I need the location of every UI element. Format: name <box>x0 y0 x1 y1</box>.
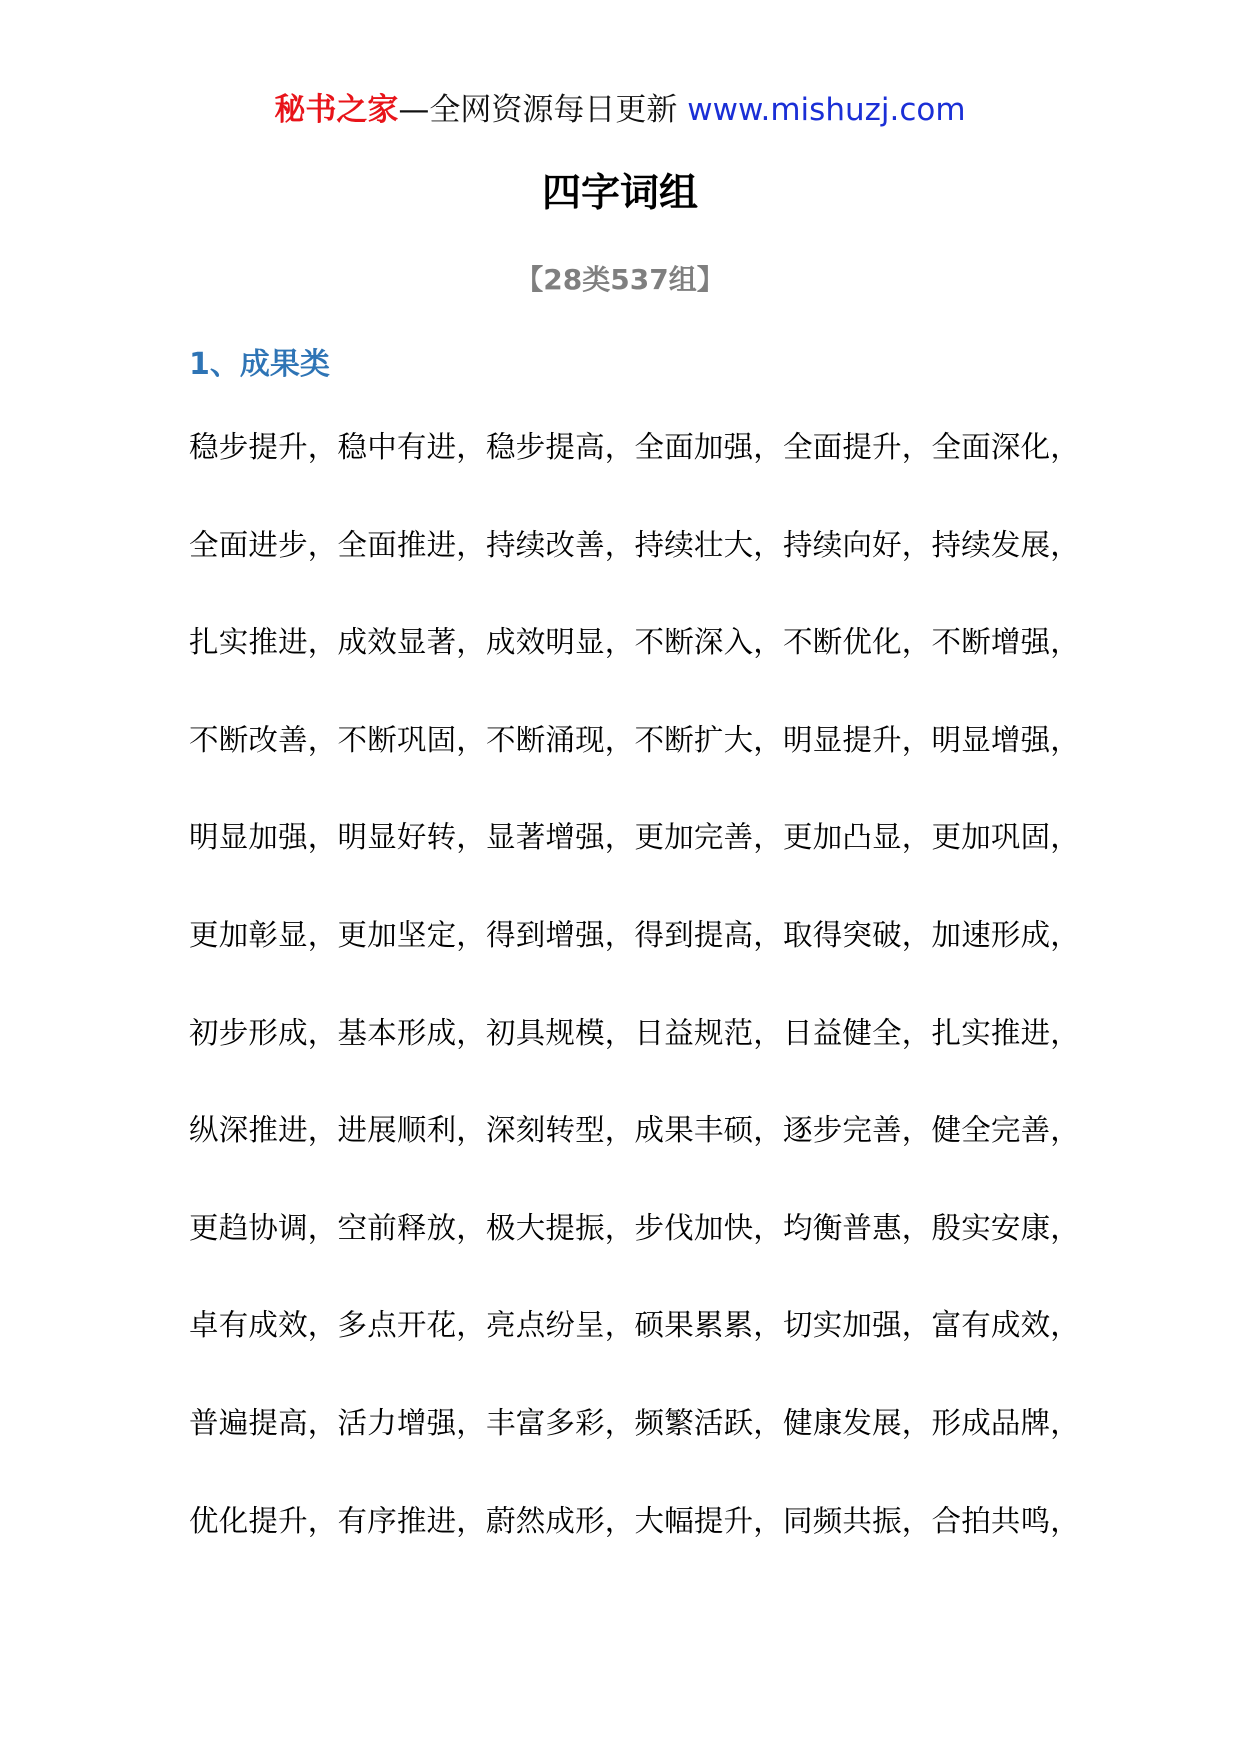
site-url-link[interactable]: www.mishuzj.com <box>687 92 966 128</box>
site-header <box>0 88 1240 132</box>
phrase-line: 更趋协调，空前释放，极大提振，步伐加快，均衡普惠，殷实安康， <box>189 1210 1081 1245</box>
phrase-line: 不断改善，不断巩固，不断涌现，不断扩大，明显提升，明显增强， <box>189 722 1081 757</box>
phrase-list <box>189 425 1081 1596</box>
phrase-line: 普遍提高，活力增强，丰富多彩，频繁活跃，健康发展，形成品牌， <box>189 1405 1081 1440</box>
document-subtitle: 【28类537组】 <box>515 263 725 296</box>
phrase-line: 稳步提升，稳中有进，稳步提高，全面加强，全面提升，全面深化， <box>189 430 1081 464</box>
brand-name: 秘书之家 <box>274 92 399 128</box>
phrase-line: 更加彰显，更加坚定，得到增强，得到提高，取得突破，加速形成， <box>189 917 1081 952</box>
header-tagline: —全网资源每日更新 <box>398 92 688 128</box>
phrase-line: 明显加强，明显好转，显著增强，更加完善，更加凸显，更加巩固， <box>189 820 1081 855</box>
phrase-line: 全面进步，全面推进，持续改善，持续壮大，持续向好，持续发展， <box>189 527 1081 562</box>
phrase-line: 扎实推进，成效显著，成效明显，不断深入，不断优化，不断增强， <box>189 625 1081 660</box>
phrase-line: 初步形成，基本形成，初具规模，日益规范，日益健全，扎实推进， <box>189 1015 1081 1050</box>
phrase-line: 卓有成效，多点开花，亮点纷呈，硕果累累，切实加强，富有成效， <box>189 1308 1081 1343</box>
phrase-line: 优化提升，有序推进，蔚然成形，大幅提升，同频共振，合拍共鸣， <box>189 1503 1081 1538</box>
document-title: 四字词组 <box>541 171 698 216</box>
section-heading: 1、成果类 <box>189 347 330 382</box>
phrase-line: 纵深推进，进展顺利，深刻转型，成果丰硕，逐步完善，健全完善， <box>189 1113 1081 1148</box>
